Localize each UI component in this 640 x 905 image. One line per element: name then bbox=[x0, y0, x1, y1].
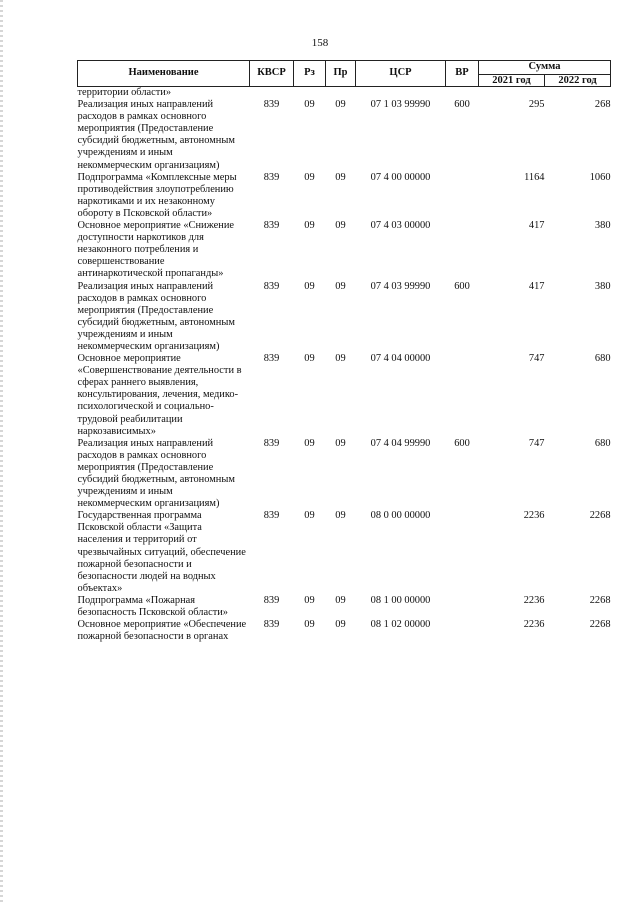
cell-vr: 600 bbox=[454, 99, 470, 111]
cell-pr bbox=[326, 87, 356, 100]
header-2022: 2022 год bbox=[545, 75, 611, 87]
cell-rz: 09 bbox=[304, 594, 315, 606]
table-row bbox=[78, 172, 611, 220]
cell-pr: 09 bbox=[335, 510, 346, 522]
cell-name: Подпрограмма «Комплексные меры противодействия злоупотреблению наркотиками и их незаконному обороту в Псковской области» bbox=[77, 171, 237, 219]
cell-rz: 09 bbox=[304, 171, 315, 183]
cell-vr bbox=[446, 87, 479, 100]
header-pr: Пр bbox=[326, 61, 356, 87]
cell-2022: 380 bbox=[594, 220, 611, 232]
cell-csr: 07 4 04 00000 bbox=[370, 353, 431, 365]
cell-vr bbox=[446, 172, 479, 220]
cell-2021: 417 bbox=[528, 220, 545, 232]
cell-csr: 08 0 00 00000 bbox=[370, 510, 431, 522]
cell-kvsr: 839 bbox=[263, 594, 280, 606]
header-kvsr: КВСР bbox=[250, 61, 294, 87]
cell-kvsr: 839 bbox=[263, 437, 280, 449]
cell-pr: 09 bbox=[335, 437, 346, 449]
table-row bbox=[78, 595, 611, 619]
cell-pr: 09 bbox=[335, 353, 346, 365]
cell-2021: 417 bbox=[528, 280, 545, 292]
cell-name: территории области» bbox=[77, 87, 172, 98]
cell-pr: 09 bbox=[335, 280, 346, 292]
budget-table bbox=[77, 60, 611, 643]
header-vr: ВР bbox=[446, 61, 479, 87]
cell-vr bbox=[446, 619, 479, 643]
table-row bbox=[78, 87, 611, 100]
cell-2021: 295 bbox=[528, 99, 545, 111]
cell-name: Реализация иных направлений расходов в рамках основного мероприятия (Предоставление субсидий бюджетным, автономным учреждениям и иным некоммерческим организациям) bbox=[77, 437, 235, 510]
cell-2022: 2268 bbox=[589, 510, 611, 522]
cell-rz: 09 bbox=[304, 619, 315, 631]
cell-2021: 1164 bbox=[524, 171, 545, 183]
header-name: Наименование bbox=[78, 61, 250, 87]
cell-kvsr: 839 bbox=[263, 99, 280, 111]
cell-csr: 07 1 03 99990 bbox=[370, 99, 431, 111]
cell-rz: 09 bbox=[304, 220, 315, 232]
cell-name: Подпрограмма «Пожарная безопасность Псковской области» bbox=[77, 594, 229, 619]
cell-vr bbox=[446, 595, 479, 619]
cell-kvsr bbox=[250, 87, 294, 100]
cell-csr: 08 1 00 00000 bbox=[370, 594, 431, 606]
header-sum: Сумма bbox=[479, 61, 611, 75]
cell-2022: 2268 bbox=[589, 619, 611, 631]
cell-pr: 09 bbox=[335, 220, 346, 232]
cell-2022 bbox=[545, 87, 611, 100]
table-row bbox=[78, 510, 611, 595]
cell-2021 bbox=[479, 87, 545, 100]
cell-2021: 2236 bbox=[523, 510, 545, 522]
cell-pr: 09 bbox=[335, 99, 346, 111]
table-row bbox=[78, 438, 611, 511]
cell-kvsr: 839 bbox=[263, 619, 280, 631]
cell-csr bbox=[356, 87, 446, 100]
cell-pr: 09 bbox=[335, 594, 346, 606]
table-row bbox=[78, 220, 611, 280]
cell-kvsr: 839 bbox=[263, 353, 280, 365]
header-rz: Рз bbox=[294, 61, 326, 87]
cell-pr: 09 bbox=[335, 619, 346, 631]
cell-rz: 09 bbox=[304, 99, 315, 111]
cell-2022: 2268 bbox=[589, 594, 611, 606]
cell-name: Реализация иных направлений расходов в рамках основного мероприятия (Предоставление субсидий бюджетным, автономным учреждениям и иным некоммерческим организациям) bbox=[77, 280, 235, 352]
cell-csr: 07 4 00 00000 bbox=[370, 171, 431, 183]
cell-kvsr: 839 bbox=[263, 280, 280, 292]
cell-2022: 680 bbox=[594, 353, 611, 365]
table-row bbox=[78, 99, 611, 172]
cell-rz: 09 bbox=[304, 510, 315, 522]
cell-name: Реализация иных направлений расходов в рамках основного мероприятия (Предоставление субсидий бюджетным, автономным учреждениям и иным некоммерческим организациям) bbox=[77, 99, 235, 171]
cell-csr: 07 4 04 99990 bbox=[370, 437, 431, 449]
header-csr: ЦСР bbox=[356, 61, 446, 87]
cell-name: Основное мероприятие «Снижение доступности наркотиков для незаконного потребления и совершенствование антинаркотической пропаганды» bbox=[77, 220, 234, 280]
cell-rz bbox=[294, 87, 326, 100]
table-row bbox=[78, 619, 611, 643]
cell-rz: 09 bbox=[304, 437, 315, 449]
cell-vr: 600 bbox=[454, 280, 470, 292]
cell-pr: 09 bbox=[335, 171, 346, 183]
cell-kvsr: 839 bbox=[263, 510, 280, 522]
table-body bbox=[78, 87, 611, 644]
cell-2021: 747 bbox=[528, 353, 545, 365]
cell-2021: 2236 bbox=[523, 594, 545, 606]
cell-2022: 268 bbox=[594, 99, 611, 111]
table-header bbox=[78, 61, 611, 87]
cell-vr bbox=[446, 353, 479, 438]
cell-kvsr: 839 bbox=[263, 220, 280, 232]
cell-2021: 2236 bbox=[523, 619, 545, 631]
cell-vr: 600 bbox=[454, 437, 470, 449]
table-row bbox=[78, 281, 611, 354]
cell-vr bbox=[446, 510, 479, 595]
cell-kvsr: 839 bbox=[263, 171, 280, 183]
cell-csr: 07 4 03 00000 bbox=[370, 220, 431, 232]
table-row bbox=[78, 353, 611, 438]
cell-rz: 09 bbox=[304, 353, 315, 365]
header-2021: 2021 год bbox=[479, 75, 545, 87]
cell-2021: 747 bbox=[528, 437, 545, 449]
cell-name: Государственная программа Псковской области «Защита населения и территорий от чрезвычайных ситуаций, обеспечение пожарной безопасности и безопасности людей на водных объектах» bbox=[77, 510, 246, 594]
cell-csr: 07 4 03 99990 bbox=[370, 280, 431, 292]
scan-edge bbox=[0, 0, 3, 905]
cell-2022: 680 bbox=[594, 437, 611, 449]
cell-vr bbox=[446, 220, 479, 280]
page-number: 158 bbox=[311, 37, 329, 49]
cell-2022: 1060 bbox=[589, 171, 611, 183]
cell-name: Основное мероприятие «Совершенствование деятельности в сферах раннего выявления, консультирования, лечения, медико-психологической и социально-трудовой реабилитации наркозависимых» bbox=[77, 353, 242, 437]
cell-csr: 08 1 02 00000 bbox=[370, 619, 431, 631]
cell-rz: 09 bbox=[304, 280, 315, 292]
cell-2022: 380 bbox=[594, 280, 611, 292]
cell-name: Основное мероприятие «Обеспечение пожарной безопасности в органах bbox=[77, 619, 247, 643]
